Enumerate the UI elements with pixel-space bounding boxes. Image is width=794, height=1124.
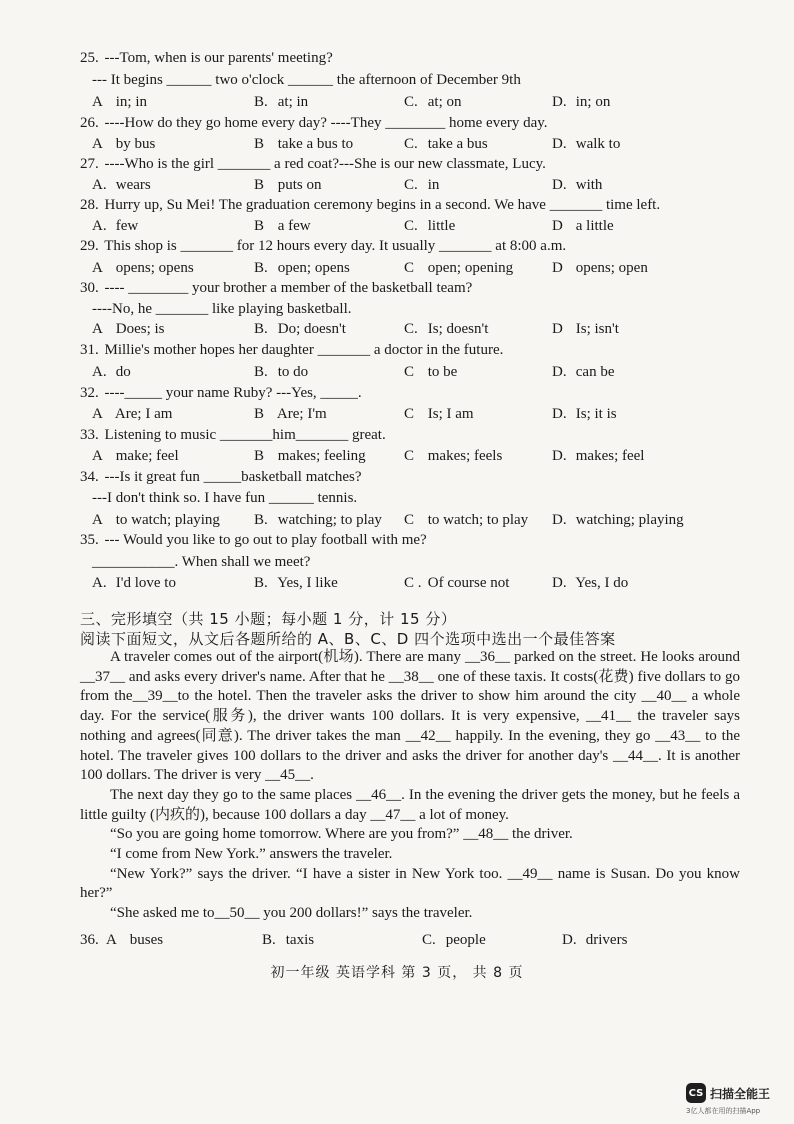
answer-option (552, 134, 620, 154)
option-letter: B. (254, 364, 268, 380)
option-letter: D. (552, 406, 567, 422)
question-number: 25. (80, 50, 99, 66)
answer-option (404, 362, 457, 382)
option-letter: D. (552, 364, 567, 380)
question-text: ---Tom, when is our parents' meeting? (100, 50, 333, 66)
answer-option (552, 446, 644, 466)
answer-options (92, 404, 732, 424)
answer-option (552, 362, 614, 382)
option-letter: B (254, 136, 265, 152)
answer-option (404, 134, 488, 154)
camscanner-logo-icon: CS (686, 1083, 706, 1103)
option-letter: A (92, 448, 103, 464)
answer-option (404, 573, 509, 593)
question-stem-line2: ----No, he _______ like playing basketball. (92, 301, 352, 317)
question-stem-line2: ___________. When shall we meet? (92, 554, 311, 570)
answer-option (254, 573, 338, 593)
option-text: a little (572, 218, 614, 234)
answer-option (404, 216, 455, 236)
option-letter: B (254, 218, 265, 234)
option-letter: A (92, 260, 103, 276)
answer-option (254, 216, 311, 236)
option-text: to be (424, 364, 458, 380)
passage-paragraph: The next day they go to the same places __46__. In the evening the driver gets the money, but he feels a little guilty (内疚的), because 100 dollars a day __47__ a lot of money. (80, 786, 740, 823)
option-text: wears (112, 177, 151, 193)
answer-option (92, 573, 176, 593)
question-number: 32. (80, 385, 99, 401)
question-text: ----How do they go home every day? ----They ________ home every day. (100, 115, 548, 131)
question-text: ---Is it great fun _____basketball matches? (100, 469, 362, 485)
option-letter: C (404, 364, 415, 380)
answer-option (254, 510, 382, 530)
question-number: 33. (80, 427, 99, 443)
question-text: --- Would you like to go out to play football with me? (100, 532, 427, 548)
passage-paragraph: A traveler comes out of the airport(机场). There are many __36__ parked on the street. He looks around __37__ and asks every driver's name. After that he __38__ one of these taxis. It costs(花费) five dollars to go from the__39__to the hotel. Then the traveler asks the driver to show him around the city __40__ a whole day. For the service(服务), the driver wants 100 dollars. It is very expensive, __41__ the traveler says nothing and agrees(同意). The driver takes the man __42__ happily. In the evening, they go __43__ to the hotel. The traveler gives 100 dollars to the driver and asks the driver for another day's __44__. It is another 100 dollars. The driver is very __45__. (80, 649, 740, 784)
answer-option (404, 446, 502, 466)
answer-option (552, 319, 619, 339)
passage-paragraph: “I come from New York.” answers the traveler. (110, 846, 393, 863)
option-text: take a bus to (274, 136, 354, 152)
option-text: puts on (274, 177, 322, 193)
option-letter: D (552, 260, 563, 276)
question-number: 36. (80, 932, 99, 948)
option-text: by bus (112, 136, 156, 152)
answer-options (92, 258, 732, 278)
answer-option (404, 510, 528, 530)
question-stem (80, 48, 333, 68)
option-text: taxis (282, 932, 315, 948)
question-stem (80, 930, 101, 950)
answer-option (254, 258, 350, 278)
option-letter: C. (404, 94, 418, 110)
option-letter: C. (422, 932, 436, 948)
question-number: 30. (80, 280, 99, 296)
question-stem-line2: ---I don't think so. I have fun ______ tennis. (92, 490, 358, 506)
answer-option (552, 92, 610, 112)
question-stem (80, 340, 503, 360)
answer-option (404, 258, 513, 278)
answer-option (106, 930, 163, 950)
option-text: open; opening (424, 260, 514, 276)
answer-option (422, 930, 486, 950)
option-letter: B. (254, 512, 268, 528)
answer-option (92, 319, 165, 339)
option-text: makes; feel (572, 448, 645, 464)
option-letter: B. (254, 260, 268, 276)
option-text: Is; doesn't (424, 321, 489, 337)
answer-options (92, 362, 732, 382)
option-text: buses (126, 932, 164, 948)
answer-options (92, 134, 732, 154)
answer-options (92, 319, 732, 339)
option-letter: A. (92, 575, 107, 591)
option-letter: C. (404, 136, 418, 152)
answer-option (92, 92, 147, 112)
option-letter: A. (92, 364, 107, 380)
answer-options (92, 573, 732, 593)
option-letter: B (254, 406, 265, 422)
option-text: do (112, 364, 131, 380)
option-text: people (442, 932, 486, 948)
answer-option (254, 319, 346, 339)
option-letter: A. (92, 177, 107, 193)
answer-option (552, 404, 617, 424)
option-text: in; on (572, 94, 611, 110)
option-text: walk to (572, 136, 621, 152)
question-text: Hurry up, Su Mei! The graduation ceremony begins in a second. We have _______ time left. (100, 197, 661, 213)
option-text: Are; I'm (274, 406, 327, 422)
question-stem (80, 113, 548, 133)
answer-option (254, 446, 366, 466)
option-letter: B. (254, 321, 268, 337)
section-instruction: 阅读下面短文，从文后各题所给的 A、B、C、D 四个选项中选出一个最佳答案 (80, 630, 616, 648)
answer-option (404, 404, 474, 424)
option-letter: A (106, 932, 117, 948)
answer-option (404, 319, 488, 339)
answer-options (92, 510, 732, 530)
answer-option (254, 404, 327, 424)
option-text: Is; I am (424, 406, 474, 422)
option-letter: A (92, 321, 103, 337)
option-text: take a bus (424, 136, 488, 152)
option-text: at; in (274, 94, 309, 110)
option-text: watching; to play (274, 512, 382, 528)
answer-option (92, 175, 151, 195)
answer-option (254, 362, 308, 382)
question-stem (80, 467, 362, 487)
passage-paragraph: “She asked me to__50__ you 200 dollars!” says the traveler. (110, 905, 473, 922)
option-letter: D. (562, 932, 577, 948)
option-text: makes; feeling (274, 448, 366, 464)
question-text: This shop is _______ for 12 hours every day. It usually _______ at 8:00 a.m. (100, 238, 567, 254)
question-number: 26. (80, 115, 99, 131)
option-text: Yes, I do (572, 575, 629, 591)
option-text: can be (572, 364, 615, 380)
question-text: ---- ________ your brother a member of the basketball team? (100, 280, 473, 296)
option-text: watching; playing (572, 512, 684, 528)
question-stem-line2: --- It begins ______ two o'clock ______ the afternoon of December 9th (92, 72, 521, 88)
question-number: 27. (80, 156, 99, 172)
option-text: a few (274, 218, 311, 234)
option-letter: A (92, 136, 103, 152)
answer-option (254, 175, 322, 195)
answer-option (92, 258, 194, 278)
option-text: little (424, 218, 456, 234)
page-footer: 初一年级 英语学科 第 3 页， 共 8 页 (270, 965, 524, 981)
option-text: to watch; playing (112, 512, 220, 528)
option-text: open; opens (274, 260, 350, 276)
answer-option (552, 573, 628, 593)
answer-option (92, 362, 131, 382)
option-text: to watch; to play (424, 512, 529, 528)
option-text: with (572, 177, 603, 193)
answer-options (92, 446, 732, 466)
option-letter: A (92, 512, 103, 528)
question-text: ----Who is the girl _______ a red coat?---She is our new classmate, Lucy. (100, 156, 546, 172)
option-text: Is; it is (572, 406, 617, 422)
answer-option (552, 216, 614, 236)
option-letter: A (92, 94, 103, 110)
question-stem (80, 383, 362, 403)
question-stem (80, 425, 386, 445)
question-number: 28. (80, 197, 99, 213)
question-number: 35. (80, 532, 99, 548)
option-text: Do; doesn't (274, 321, 346, 337)
question-stem (80, 278, 472, 298)
option-letter: B (254, 448, 265, 464)
answer-option (92, 216, 138, 236)
option-text: to do (274, 364, 309, 380)
option-letter: B (254, 177, 265, 193)
passage-paragraph: “So you are going home tomorrow. Where are you from?” __48__ the driver. (110, 826, 573, 843)
option-letter: A. (92, 218, 107, 234)
answer-option (404, 92, 462, 112)
option-text: opens; opens (112, 260, 194, 276)
answer-option (562, 930, 627, 950)
scanner-app-name: 扫描全能王 (710, 1086, 771, 1101)
scanner-tagline: 3亿人都在用的扫描App (686, 1107, 761, 1115)
option-letter: C. (404, 218, 418, 234)
option-text: drivers (582, 932, 628, 948)
question-stem (80, 530, 427, 550)
answer-option (254, 134, 353, 154)
answer-option (552, 510, 684, 530)
question-number: 31. (80, 342, 99, 358)
section-title: 三、完形填空（共 15 小题；每小题 1 分，计 15 分） (80, 610, 457, 628)
answer-options (92, 175, 732, 195)
option-letter: C . (404, 575, 422, 591)
answer-option (262, 930, 314, 950)
option-text: Of course not (424, 575, 510, 591)
option-text: at; on (424, 94, 462, 110)
answer-option (92, 510, 220, 530)
option-letter: C (404, 260, 415, 276)
option-letter: D. (552, 575, 567, 591)
question-text: Millie's mother hopes her daughter _______ a doctor in the future. (100, 342, 504, 358)
answer-options (92, 92, 732, 112)
option-letter: D. (552, 448, 567, 464)
option-text: in (424, 177, 440, 193)
option-text: opens; open (572, 260, 648, 276)
option-letter: D. (552, 94, 567, 110)
option-text: few (112, 218, 139, 234)
answer-option (552, 258, 648, 278)
option-letter: B. (254, 575, 268, 591)
option-text: Is; isn't (572, 321, 619, 337)
answer-option (404, 175, 439, 195)
answer-option (552, 175, 602, 195)
option-text: make; feel (112, 448, 179, 464)
answer-options (106, 930, 746, 950)
option-text: Does; is (112, 321, 165, 337)
option-letter: D. (552, 177, 567, 193)
answer-option (92, 404, 172, 424)
question-number: 29. (80, 238, 99, 254)
option-letter: B. (262, 932, 276, 948)
question-stem (80, 154, 546, 174)
option-letter: C (404, 448, 415, 464)
question-text: Listening to music _______him_______ great. (100, 427, 386, 443)
option-letter: C. (404, 321, 418, 337)
answer-option (92, 446, 179, 466)
question-number: 34. (80, 469, 99, 485)
option-text: in; in (112, 94, 148, 110)
answer-options (92, 216, 732, 236)
option-text: Are; I am (112, 406, 173, 422)
option-letter: D. (552, 136, 567, 152)
answer-option (92, 134, 155, 154)
question-stem (80, 195, 660, 215)
option-letter: C (404, 512, 415, 528)
option-letter: B. (254, 94, 268, 110)
option-text: I'd love to (112, 575, 176, 591)
answer-option (254, 92, 308, 112)
option-letter: C. (404, 177, 418, 193)
option-letter: C (404, 406, 415, 422)
option-text: makes; feels (424, 448, 503, 464)
scanner-watermark (686, 1083, 770, 1103)
option-letter: D. (552, 512, 567, 528)
question-stem (80, 236, 566, 256)
cloze-passage (80, 648, 740, 924)
option-letter: A (92, 406, 103, 422)
option-letter: D (552, 218, 563, 234)
option-text: Yes, I like (274, 575, 338, 591)
option-letter: D (552, 321, 563, 337)
passage-paragraph: “New York?” says the driver. “I have a sister in New York too. __49__ name is Susan. Do you know her?” (80, 865, 740, 902)
question-text: ----_____ your name Ruby? ---Yes, _____. (100, 385, 362, 401)
